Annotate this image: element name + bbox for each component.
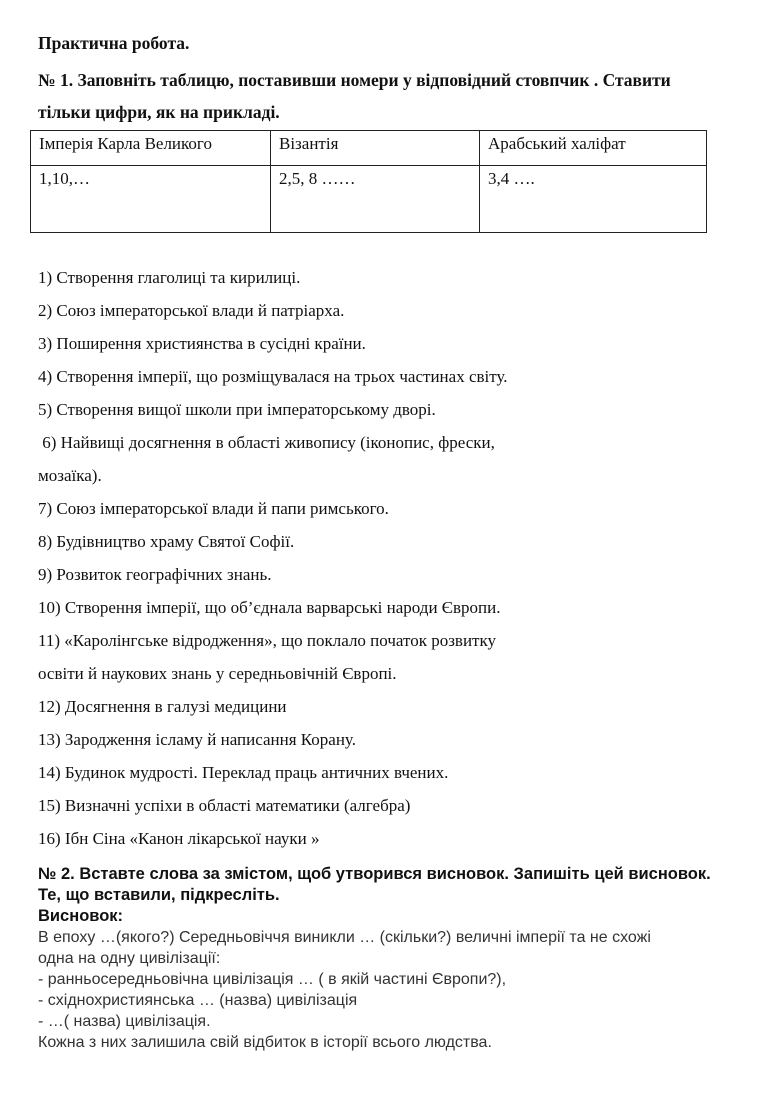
task-1-heading-line-2: тільки цифри, як на прикладі.: [38, 102, 280, 122]
conclusion-line: - східнохристиянська … (назва) цивілізація: [38, 992, 358, 1009]
list-item: 14) Будинок мудрості. Переклад праць античних вчених.: [38, 763, 449, 782]
list-item: 3) Поширення християнства в сусідні країни.: [38, 334, 366, 353]
list-item: 1) Створення глаголиці та кирилиці.: [38, 268, 301, 287]
conclusion-label: Висновок:: [38, 907, 124, 925]
conclusion-line: - ранньосередньовічна цивілізація … ( в якій частині Європи?),: [38, 971, 507, 988]
task-1-heading: [38, 64, 750, 128]
list-item: 6) Найвищі досягнення в області живопису (іконопис, фрески,: [38, 433, 495, 452]
list-item: 12) Досягнення в галузі медицини: [38, 697, 287, 716]
list-item: 10) Створення імперії, що об’єднала варварські народи Європи.: [38, 598, 501, 617]
cell-arab-caliphate[interactable]: 3,4 ….: [480, 166, 707, 233]
header-charlemagne-empire: Імперія Карла Великого: [31, 131, 271, 166]
list-item: 4) Створення імперії, що розміщувалася на трьох частинах світу.: [38, 367, 508, 386]
answer-table-answer-row: [31, 166, 707, 233]
list-item: 15) Визначні успіхи в області математики (алгебра): [38, 796, 411, 815]
header-arab-caliphate: Арабський халіфат: [480, 131, 707, 166]
list-item: 2) Союз імператорської влади й патріарха.: [38, 301, 345, 320]
cell-charlemagne-empire[interactable]: 1,10,…: [31, 166, 271, 233]
statement-list: [38, 265, 750, 859]
list-item: 5) Створення вищої школи при імператорському дворі.: [38, 400, 436, 419]
task-2-section: [38, 864, 750, 1053]
answer-table: [30, 130, 707, 233]
list-item: 8) Будівництво храму Святої Софії.: [38, 532, 295, 551]
list-item: 7) Союз імператорської влади й папи римського.: [38, 499, 389, 518]
conclusion-line: одна на одну цивілізації:: [38, 950, 221, 967]
list-item: 11) «Каролінгське відродження», що поклало початок розвитку: [38, 631, 496, 650]
list-item: мозаїка).: [38, 466, 102, 485]
page-title: Практична робота.: [38, 33, 190, 53]
list-item: освіти й наукових знань у середньовічній Європі.: [38, 664, 397, 683]
task-2-heading-line-1: № 2. Вставте слова за змістом, щоб утворився висновок. Запишіть цей висновок.: [38, 865, 711, 883]
cell-byzantium[interactable]: 2,5, 8 ……: [271, 166, 480, 233]
answer-table-header-row: [31, 131, 707, 166]
conclusion-line: - …( назва) цивілізація.: [38, 1013, 211, 1030]
list-item: 13) Зародження ісламу й написання Корану.: [38, 730, 356, 749]
task-2-heading-line-2: Те, що вставили, підкресліть.: [38, 886, 280, 904]
task-1-heading-line-1: № 1. Заповніть таблицю, поставивши номери у відповідний стовпчик . Ставити: [38, 70, 671, 90]
conclusion-line: Кожна з них залишила свій відбиток в історії всього людства.: [38, 1034, 492, 1051]
header-byzantium: Візантія: [271, 131, 480, 166]
conclusion-line: В епоху …(якого?) Середньовіччя виникли … (скільки?) величні імперії та не схожі: [38, 929, 651, 946]
list-item: 16) Ібн Сіна «Канон лікарської науки »: [38, 829, 320, 848]
list-item: 9) Розвиток географічних знань.: [38, 565, 272, 584]
